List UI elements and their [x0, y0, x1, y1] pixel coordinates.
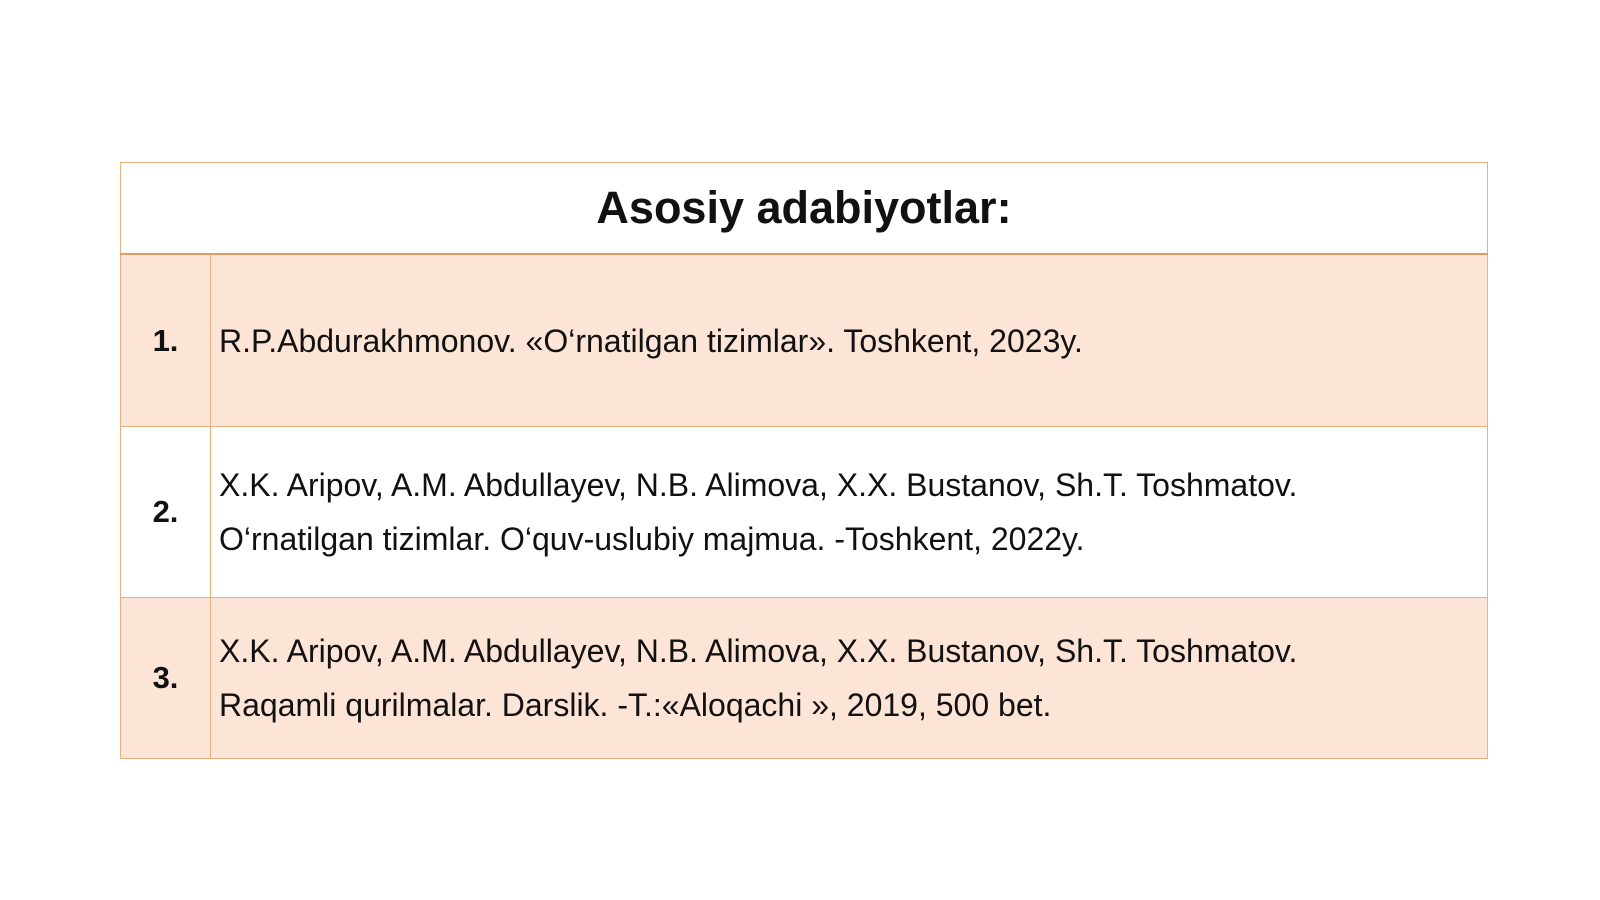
reference-line: R.P.Abdurakhmonov. «O‘rnatilgan tizimlar». Toshkent, 2023y.: [219, 322, 1083, 359]
row-number: 2.: [121, 427, 211, 598]
row-number: 3.: [121, 598, 211, 759]
table-header-row: [121, 163, 1488, 255]
reference-text: [211, 427, 1488, 598]
row-number: 1.: [121, 254, 211, 427]
references-table: [120, 162, 1488, 759]
reference-line: X.K. Aripov, A.M. Abdullayev, N.B. Alimova, X.X. Bustanov, Sh.T. Toshmatov.: [219, 467, 1298, 503]
reference-text: [211, 598, 1488, 759]
table-row: [121, 254, 1488, 427]
reference-line: X.K. Aripov, A.M. Abdullayev, N.B. Alimova, X.X. Bustanov, Sh.T. Toshmatov.: [219, 633, 1298, 669]
table-title: Asosiy adabiyotlar:: [121, 163, 1488, 255]
reference-line: O‘rnatilgan tizimlar. O‘quv-uslubiy majmua. -Toshkent, 2022y.: [219, 521, 1085, 557]
reference-line: Raqamli qurilmalar. Darslik. -T.:«Aloqachi », 2019, 500 bet.: [219, 687, 1052, 723]
table-row: [121, 598, 1488, 759]
reference-text: [211, 254, 1488, 427]
table-row: [121, 427, 1488, 598]
